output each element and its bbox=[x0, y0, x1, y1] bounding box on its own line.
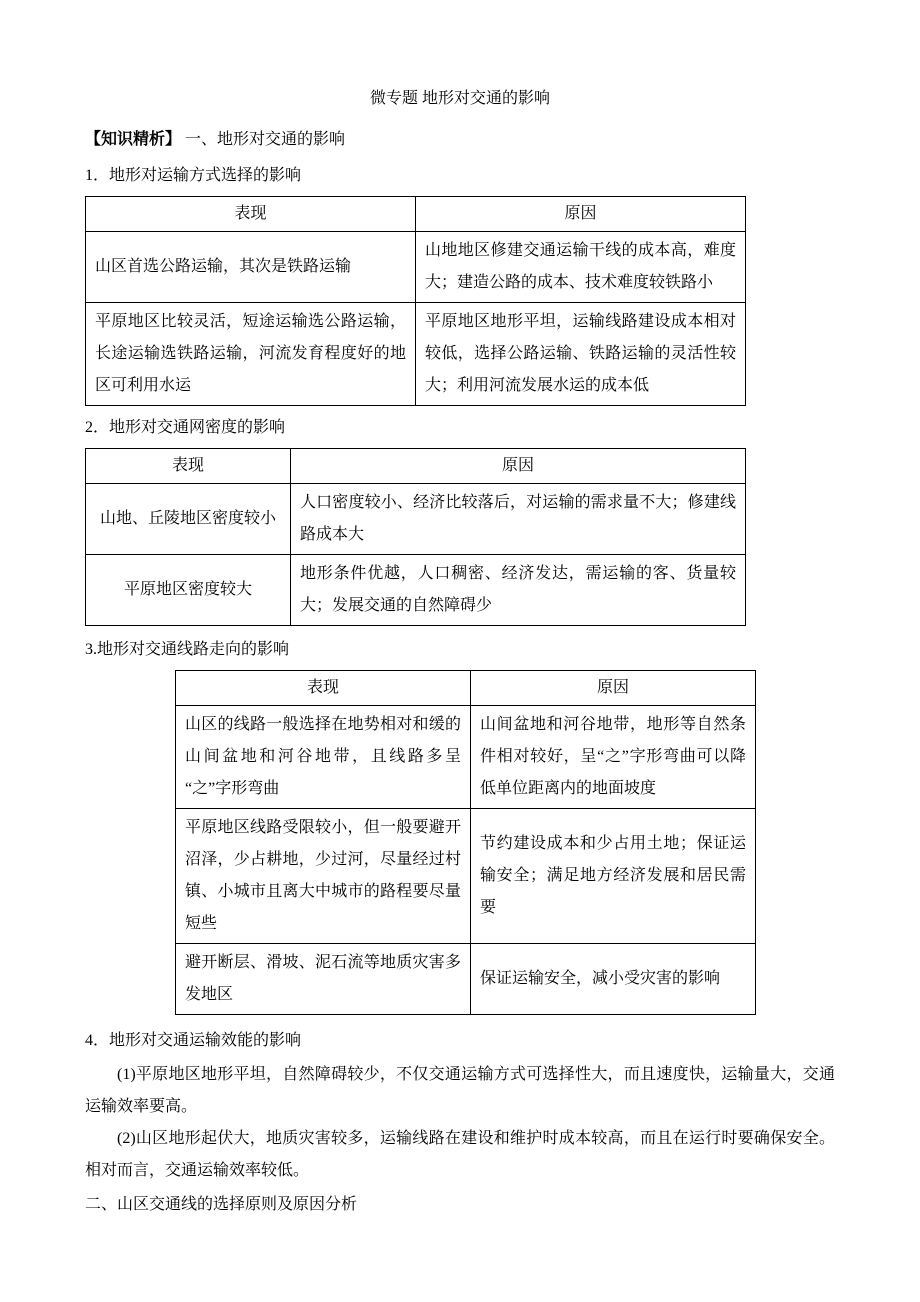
table3-row-mountain bbox=[176, 706, 756, 809]
table2-header-expression: 表现 bbox=[86, 449, 291, 484]
table2-cell-hilly-expression: 山地、丘陵地区密度较小 bbox=[86, 484, 291, 555]
paragraph-plain-efficiency: (1)平原地区地形平坦，自然障碍较少，不仅交通运输方式可选择性大，而且速度快，运输量大，交通 运输效率要高。 bbox=[85, 1066, 835, 1115]
table3-cell-hazard-expression: 避开断层、滑坡、泥石流等地质灾害多发地区 bbox=[176, 944, 471, 1015]
table3-cell-mountain-expression: 山区的线路一般选择在地势相对和缓的山间盆地和河谷地带，且线路多呈 “之”字形弯曲 bbox=[176, 706, 471, 809]
table2-header-row bbox=[86, 449, 746, 484]
document-title: 微专题 地形对交通的影响 bbox=[369, 90, 550, 107]
table3-cell-plain-expression: 平原地区线路受限较小，但一般要避开沼泽，少占耕地，少过河，尽量经过村镇、小城市且离大中城市的路程要尽量短些 bbox=[176, 809, 471, 944]
table3-header-row bbox=[176, 671, 756, 706]
table3-header-reason: 原因 bbox=[471, 671, 756, 706]
table2-row-hilly bbox=[86, 484, 746, 555]
section-1-heading bbox=[85, 128, 835, 152]
table1-row-plain bbox=[86, 303, 746, 406]
knowledge-analysis-label: 【知识精析】 bbox=[85, 131, 182, 148]
table-network-density bbox=[85, 448, 746, 626]
item-2-heading: 2．地形对交通网密度的影响 bbox=[85, 419, 286, 436]
table-route-alignment bbox=[175, 670, 756, 1015]
table1-header-reason: 原因 bbox=[416, 197, 746, 232]
paragraph-mountain-efficiency: (2)山区地形起伏大，地质灾害较多，运输线路在建设和维护时成本较高，而且在运行时要确保安全。 相对而言，交通运输效率较低。 bbox=[85, 1130, 835, 1179]
section-1-title: 一、地形对交通的影响 bbox=[181, 131, 346, 148]
item-3-heading: 3.地形对交通线路走向的影响 bbox=[85, 641, 290, 658]
table3-cell-mountain-reason: 山间盆地和河谷地带，地形等自然条件相对较好，呈“之”字形弯曲可以降低单位距离内的地面坡度 bbox=[471, 706, 756, 809]
table1-cell-mountain-expression: 山区首选公路运输，其次是铁路运输 bbox=[86, 232, 416, 303]
table1-cell-plain-expression: 平原地区比较灵活，短途运输选公路运输，长途运输选铁路运输，河流发育程度好的地区可利用水运 bbox=[86, 303, 416, 406]
table1-header-expression: 表现 bbox=[86, 197, 416, 232]
table1-cell-plain-reason: 平原地区地形平坦，运输线路建设成本相对较低，选择公路运输、铁路运输的灵活性较大；利用河流发展水运的成本低 bbox=[416, 303, 746, 406]
table2-cell-plain-expression: 平原地区密度较大 bbox=[86, 555, 291, 626]
table1-cell-mountain-reason: 山地地区修建交通运输干线的成本高，难度大；建造公路的成本、技术难度较铁路小 bbox=[416, 232, 746, 303]
table2-cell-hilly-reason: 人口密度较小、经济比较落后，对运输的需求量不大；修建线路成本大 bbox=[291, 484, 746, 555]
table1-row-mountain bbox=[86, 232, 746, 303]
table3-header-expression: 表现 bbox=[176, 671, 471, 706]
item-1-heading: 1．地形对运输方式选择的影响 bbox=[85, 167, 302, 184]
table3-cell-hazard-reason: 保证运输安全，减小受灾害的影响 bbox=[471, 944, 756, 1015]
table3-row-hazard bbox=[176, 944, 756, 1015]
table1-header-row bbox=[86, 197, 746, 232]
section-2-heading: 二、山区交通线的选择原则及原因分析 bbox=[85, 1196, 358, 1213]
item-4-heading: 4．地形对交通运输效能的影响 bbox=[85, 1032, 302, 1049]
table2-row-plain bbox=[86, 555, 746, 626]
table2-header-reason: 原因 bbox=[291, 449, 746, 484]
table-transport-mode-choice bbox=[85, 196, 746, 406]
table3-row-plain bbox=[176, 809, 756, 944]
table3-cell-plain-reason: 节约建设成本和少占用土地；保证运输安全；满足地方经济发展和居民需要 bbox=[471, 809, 756, 944]
table2-cell-plain-reason: 地形条件优越，人口稠密、经济发达，需运输的客、货量较大；发展交通的自然障碍少 bbox=[291, 555, 746, 626]
